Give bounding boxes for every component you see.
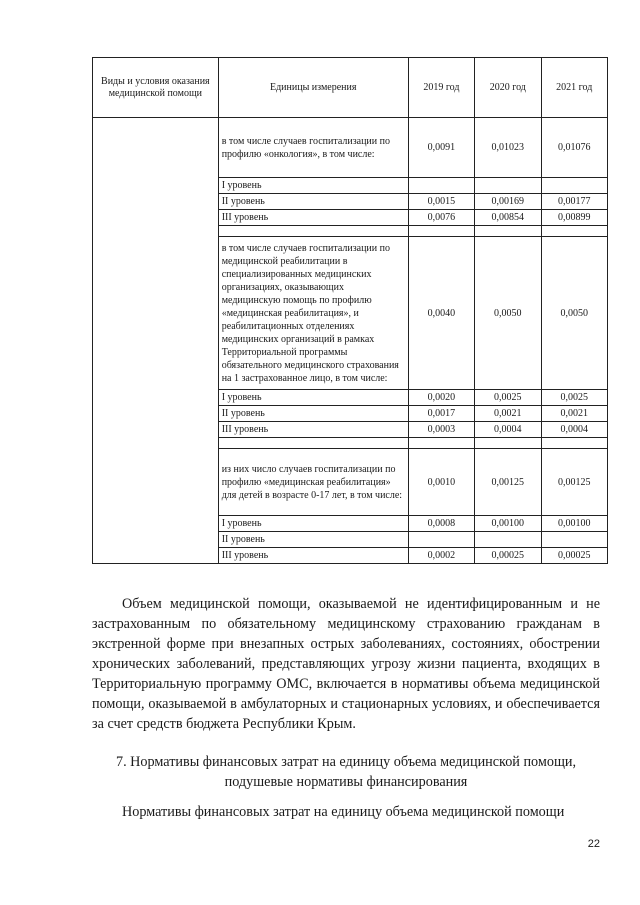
row-label: из них число случаев госпитализации по профилю «медицинская реабилитация» для детей в возрасте 0-17 лет, в том числе: — [218, 449, 408, 516]
value-2021: 0,01076 — [541, 118, 607, 178]
indicators-table — [92, 57, 608, 564]
value-2021: 0,00025 — [541, 548, 607, 564]
row-label: II уровень — [218, 194, 408, 210]
value-2020: 0,0021 — [475, 406, 541, 422]
body-paragraph-continued: Нормативы финансовых затрат на единицу объема медицинской помощи — [122, 804, 565, 820]
value-2019: 0,0091 — [408, 118, 474, 178]
value-2021: 0,0025 — [541, 390, 607, 406]
row-label: II уровень — [218, 406, 408, 422]
value-2021: 0,00899 — [541, 210, 607, 226]
value-2020: 0,00125 — [475, 449, 541, 516]
value-2021 — [541, 532, 607, 548]
value-2019: 0,0020 — [408, 390, 474, 406]
value-2019 — [408, 178, 474, 194]
value-2020: 0,00025 — [475, 548, 541, 564]
row-label: I уровень — [218, 516, 408, 532]
value-2021: 0,00100 — [541, 516, 607, 532]
value-2020: 0,0050 — [475, 237, 541, 390]
header-2019: 2019 год — [408, 58, 474, 118]
value-2020: 0,00100 — [475, 516, 541, 532]
row-label: I уровень — [218, 390, 408, 406]
row-label: III уровень — [218, 548, 408, 564]
value-2019 — [408, 532, 474, 548]
page-number: 22 — [587, 838, 600, 850]
value-2021: 0,00177 — [541, 194, 607, 210]
header-type-conditions: Виды и условия оказания медицинской помощи — [93, 58, 219, 118]
value-2021: 0,0021 — [541, 406, 607, 422]
value-2020: 0,00854 — [475, 210, 541, 226]
value-2019: 0,0003 — [408, 422, 474, 438]
body-paragraph: Объем медицинской помощи, оказываемой не идентифицированным и не застрахованным по обязательному медицинскому страхованию гражданам в экстренной форме при внезапных острых заболеваниях, состояниях, обострении хронических заболеваний, представляющих угрозу жизни пациента, входящих в Территориальную программу ОМС, включается в нормативы объема медицинской помощи, оказываемой в амбулаторных и стационарных условиях, и обеспечивается за счет средств бюджета Республики Крым. — [92, 596, 600, 732]
value-2019: 0,0002 — [408, 548, 474, 564]
row-label: III уровень — [218, 210, 408, 226]
value-2019: 0,0017 — [408, 406, 474, 422]
value-2019: 0,0015 — [408, 194, 474, 210]
value-2020: 0,0004 — [475, 422, 541, 438]
section-heading: 7. Нормативы финансовых затрат на единицу объема медицинской помощи, подушевые нормативы финансирования — [115, 754, 577, 790]
value-2020: 0,01023 — [475, 118, 541, 178]
value-2020 — [475, 532, 541, 548]
header-2021: 2021 год — [541, 58, 607, 118]
header-2020: 2020 год — [475, 58, 541, 118]
value-2020: 0,0025 — [475, 390, 541, 406]
value-2019: 0,0010 — [408, 449, 474, 516]
table-header-row — [93, 58, 608, 118]
row-label: I уровень — [218, 178, 408, 194]
row-label: III уровень — [218, 422, 408, 438]
row-label: II уровень — [218, 532, 408, 548]
table-row — [93, 118, 608, 178]
value-2021: 0,0004 — [541, 422, 607, 438]
value-2019: 0,0040 — [408, 237, 474, 390]
header-units: Единицы измерения — [218, 58, 408, 118]
value-2021: 0,0050 — [541, 237, 607, 390]
type-cell-empty — [93, 118, 219, 564]
value-2019: 0,0076 — [408, 210, 474, 226]
row-label: в том числе случаев госпитализации по медицинской реабилитации в специализированных медицинских организациях, оказывающих медицинскую помощь по профилю «медицинская реабилитация», и реабилитационных отделениях медицинских организаций в рамках Территориальной программы обязательного медицинского страхования на 1 застрахованное лицо, в том числе: — [218, 237, 408, 390]
value-2021 — [541, 178, 607, 194]
value-2019: 0,0008 — [408, 516, 474, 532]
value-2020 — [475, 178, 541, 194]
value-2020: 0,00169 — [475, 194, 541, 210]
row-label: в том числе случаев госпитализации по профилю «онкология», в том числе: — [218, 118, 408, 178]
value-2021: 0,00125 — [541, 449, 607, 516]
